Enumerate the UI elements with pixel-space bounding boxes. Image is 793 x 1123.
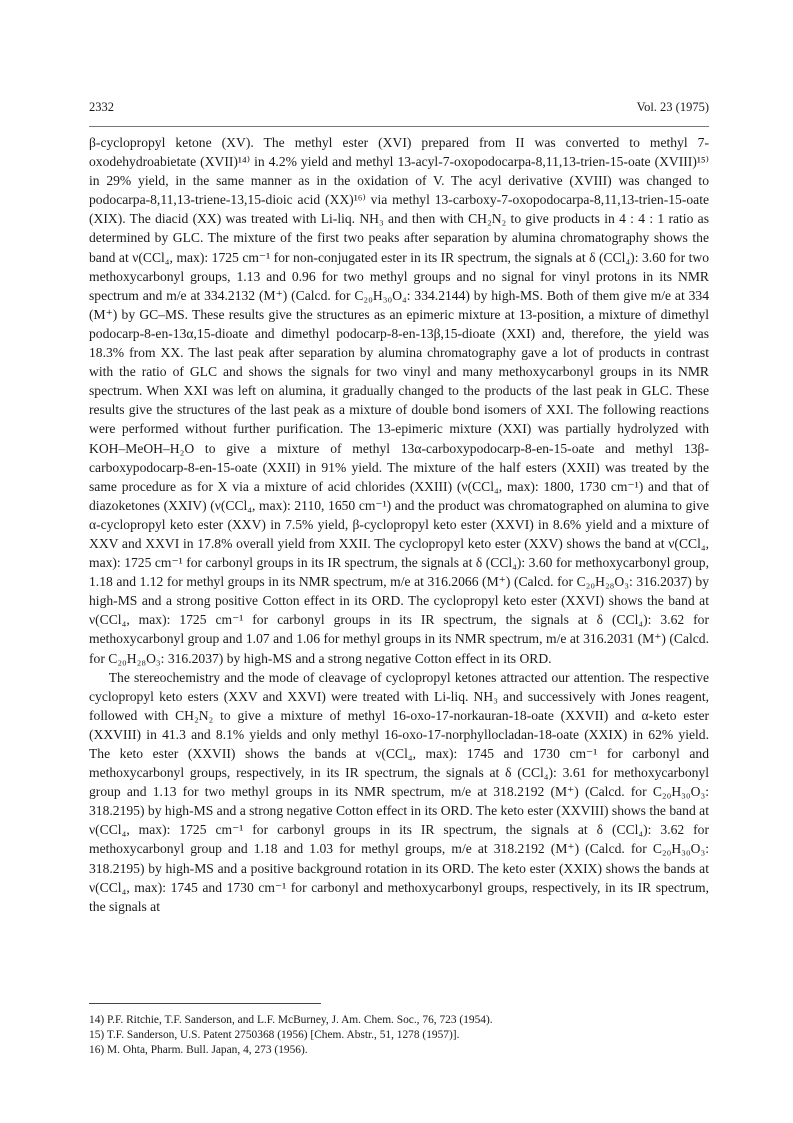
- page-header: [89, 100, 709, 118]
- running-head: Vol. 23 (1975): [636, 100, 709, 114]
- paragraph-continuation: β-cyclopropyl ketone (XV). The methyl ester (XVI) prepared from II was converted to methyl 7-oxodehydroabietate (XVII)¹⁴⁾ in 4.2% yield and methyl 13-acyl-7-oxopodocarpa-8,11,13-trien-15-oate (XVIII)¹⁵⁾ in 29% yield, in the same manner as in the oxidation of V. The acyl derivative (XVIII) was changed to podocarpa-8,11,13-triene-13,15-dioic acid (XX)¹⁶⁾ via methyl 13-carboxy-7-oxopodocarpa-8,11,13-trien-15-oate (XIX). The diacid (XX) was treated with Li-liq. NH₃ and then with CH₂N₂ to give products in 4 : 4 : 1 ratio as determined by GLC. The mixture of the first two peaks after separation by alumina chromatography shows the band at ν(CCl₄, max): 1725 cm⁻¹ for non-conjugated ester in its IR spectrum, the signals at δ (CCl₄): 3.60 for two methoxycarbonyl groups, 1.13 and 0.96 for two methyl groups and no signal for vinyl protons in its NMR spectrum and m/e at 334.2132 (M⁺) (Calcd. for C₂₀H₃₀O₄: 334.2144) by high-MS. Both of them give m/e at 334 (M⁺) by GC–MS. These results give the structures as an epimeric mixture at 13-position, a mixture of dimethyl podocarp-8-en-13α,15-dioate and dimethyl podocarp-8-en-13β,15-dioate (XXI) and, therefore, the yield was 18.3% from XX. The last peak after separation by alumina chromatography gave a lot of products in contrast with the ratio of GLC and shows the signals for two vinyl and many methoxycarbonyl groups in its NMR spectrum. When XXI was left on alumina, it gradually changed to the products of the last peak in GLC. These results give the structures of the last peak as a mixture of double bond isomers of XXI. The following reactions were performed without further purification. The 13-epimeric mixture (XXI) was partially hydrolyzed with KOH–MeOH–H₂O to give a mixture of methyl 13α-carboxypodocarp-8-en-15-oate and methyl 13β-carboxypodocarp-8-en-15-oate (XXII) in 91% yield. The mixture of the half esters (XXII) was treated by the same procedure as for X via a mixture of acid chlorides (XXIII) (ν(CCl₄, max): 1800, 1730 cm⁻¹) and that of diazoketones (XXIV) (ν(CCl₄, max): 2110, 1650 cm⁻¹) and the product was chromatographed on alumina to give α-cyclopropyl keto ester (XXV) in 7.5% yield, β-cyclopropyl keto ester (XXVI) in 8.6% yield and a mixture of XXV and XXVI in 17.8% overall yield from XXII. The cyclopropyl keto ester (XXV) shows the band at ν(CCl₄, max): 1725 cm⁻¹ for carbonyl groups in its IR spectrum, the signals at δ (CCl₄): 3.60 for methoxycarbonyl group, 1.18 and 1.12 for methyl groups in its NMR spectrum, m/e at 316.2066 (M⁺) (Calcd. for C₂₀H₂₈O₃: 316.2037) by high-MS and a strong positive Cotton effect in its ORD. The cyclopropyl keto ester (XXVI) shows the band at ν(CCl₄, max): 1725 cm⁻¹ for carbonyl groups in its IR spectrum, the signals at δ (CCl₄): 3.62 for methoxycarbonyl group and 1.07 and 1.06 for methyl groups in its NMR spectrum, m/e at 316.2031 (M⁺) (Calcd. for C₂₀H₂₈O₃: 316.2037) by high-MS and a strong negative Cotton effect in its ORD.: [89, 135, 709, 666]
- header-rule: [89, 126, 709, 127]
- footnote-rule: [89, 1003, 321, 1004]
- footnote-16: 16) M. Ohta, Pharm. Bull. Japan, 4, 273 (1956).: [89, 1044, 308, 1057]
- footnote-14: 14) P.F. Ritchie, T.F. Sanderson, and L.F. McBurney, J. Am. Chem. Soc., 76, 723 (1954).: [89, 1014, 493, 1026]
- page-number: 2332: [89, 100, 114, 114]
- paragraph-stereochemistry: The stereochemistry and the mode of cleavage of cyclopropyl ketones attracted our attention. The respective cyclopropyl keto esters (XXV and XXVI) were treated with Li-liq. NH₃ and successively with Jones reagent, followed with CH₂N₂ to give a mixture of methyl 16-oxo-17-norkauran-18-oate (XXVII) and α-keto ester (XXVIII) in 41.3 and 8.1% yields and only methyl 16-oxo-17-norphyllocladan-18-oate (XXIX) in 62% yield. The keto ester (XXVII) shows the bands at ν(CCl₄, max): 1745 and 1730 cm⁻¹ for carbonyl and methoxycarbonyl groups, respectively, in its IR spectrum, the signals at δ (CCl₄): 3.61 for methoxycarbonyl group and 1.13 for two methyl groups in its NMR spectrum, m/e at 318.2192 (M⁺) (Calcd. for C₂₀H₃₀O₃: 318.2195) by high-MS and a strong negative Cotton effect in its ORD. The keto ester (XXVIII) shows the band at ν(CCl₄, max): 1725 cm⁻¹ for carbonyl groups in its IR spectrum, the signals at δ (CCl₄): 3.62 for methoxycarbonyl group and 1.18 and 1.03 for methyl groups, m/e at 318.2192 (M⁺) (Calcd. for C₂₀H₃₀O₃: 318.2195) by high-MS and a positive background rotation in its ORD. The keto ester (XXIX) shows the bands at ν(CCl₄, max): 1745 and 1730 cm⁻¹ for carbonyl and methoxycarbonyl groups, respectively, in its IR spectrum, the signals at: [89, 669, 709, 914]
- footnotes: [89, 1013, 709, 1059]
- footnote-15: 15) T.F. Sanderson, U.S. Patent 2750368 (1956) [Chem. Abstr., 51, 1278 (1957)].: [89, 1029, 460, 1042]
- body-text: [89, 133, 709, 916]
